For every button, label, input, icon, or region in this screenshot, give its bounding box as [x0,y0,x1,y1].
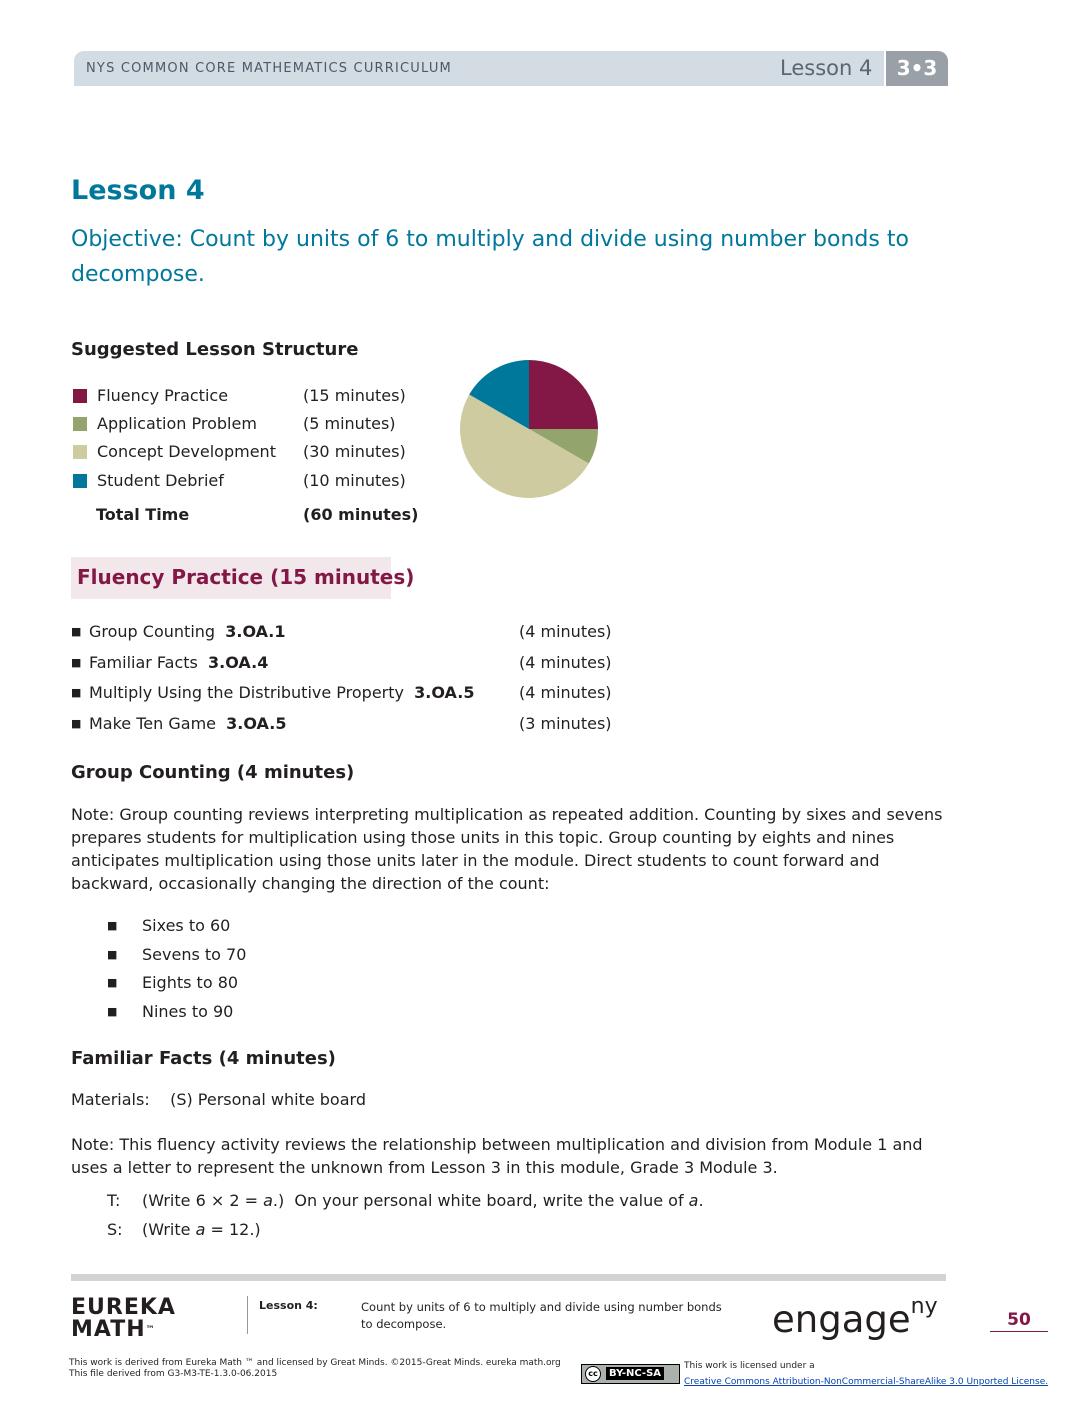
familiar-facts-heading: Familiar Facts (4 minutes) [71,1048,336,1069]
footer-lesson-desc [361,1299,722,1333]
bullet-icon: ■ [107,1005,118,1018]
logo-sup: ny [910,1293,938,1319]
group-counting-note: Note: Group counting reviews interpreting multiplication as repeated addition. Counting by sixes and sevens prepares students for multiplication using those units in this topic. Group counting by eights and nines anticipates multiplication using those units later in the module. Direct students to count forward and backward, occasionally changing the direction of the count: [71,805,943,893]
total-label: Total Time [96,505,190,524]
dialog-seg: (Write 6 × 2 = [142,1191,264,1210]
list-item-text: Sixes to 60 [142,916,231,935]
bullet-icon: ■ [71,686,82,699]
structure-label: Student Debrief [97,471,224,490]
cc-icon: cc [585,1366,601,1382]
fluency-item-time: (4 minutes) [519,683,612,702]
lesson-objective: Objective: Count by units of 6 to multiply and divide using number bonds to decompose. [71,227,909,287]
legend-swatch [73,445,87,459]
desc-line: Count by units of 6 to multiply and divide using number bonds [361,1300,722,1314]
footer-lesson-label: Lesson 4: [259,1299,318,1312]
bullet-icon: ■ [71,717,82,730]
structure-label: Application Problem [97,414,257,433]
grade-module-badge: 3•3 [886,51,948,86]
bullet-icon: ■ [107,919,118,932]
variable: a [195,1220,206,1239]
structure-time: (15 minutes) [303,386,406,405]
engageny-logo [772,1293,938,1341]
fluency-item-standard: 3.OA.5 [414,683,475,702]
derived-notice [69,1358,561,1380]
dialog-line-teacher [107,1191,704,1210]
logo-text: engage [772,1298,911,1341]
footer-divider [247,1296,248,1334]
dialog-text [142,1220,261,1239]
fluency-item-name: Group Counting [89,622,216,641]
structure-time: (5 minutes) [303,414,396,433]
notice-line: This file derived from G3-M3-TE-1.3.0-06.2015 [69,1369,278,1379]
list-item-text: Nines to 90 [142,1002,234,1021]
fluency-item-time: (3 minutes) [519,714,612,733]
legend-swatch [73,389,87,403]
fluency-item-standard: 3.OA.1 [225,622,286,641]
footer-rule [71,1274,946,1281]
structure-time: (30 minutes) [303,442,406,461]
fluency-item-time: (4 minutes) [519,653,612,672]
bullet-icon: ■ [71,656,82,669]
dialog-seg: (Write [142,1220,196,1239]
page-number: 50 [1007,1310,1031,1330]
structure-time: (10 minutes) [303,471,406,490]
pie-slice-fluency-practice [529,360,598,429]
structure-heading: Suggested Lesson Structure [71,339,359,360]
header-lesson: Lesson 4 [780,56,873,80]
list-item-text: Eights to 80 [142,973,239,992]
dialog-line-student [107,1220,261,1239]
dialog-seg: = 12.) [205,1220,261,1239]
license-line: This work is licensed under a [684,1361,815,1371]
fluency-heading: Fluency Practice (15 minutes) [77,565,415,589]
structure-label: Concept Development [97,442,276,461]
fluency-item-name: Make Ten Game [89,714,216,733]
page-number-rule [990,1331,1048,1332]
logo-line: MATH [71,1317,146,1342]
total-time: (60 minutes) [303,505,419,524]
list-item-text: Sevens to 70 [142,945,247,964]
fluency-item-time: (4 minutes) [519,622,612,641]
bullet-icon: ■ [107,948,118,961]
dialog-seg: . [698,1191,704,1210]
license-link[interactable]: Creative Commons Attribution-NonCommercial-ShareAlike 3.0 Unported License. [684,1377,1049,1387]
variable: a [688,1191,699,1210]
fluency-item-name: Multiply Using the Distributive Property [89,683,404,702]
bullet-icon: ■ [71,625,82,638]
cc-license-badge[interactable] [581,1364,680,1384]
fluency-item-standard: 3.OA.5 [226,714,287,733]
legend-swatch [73,474,87,488]
speaker-label: T: [107,1191,121,1210]
speaker-label: S: [107,1220,123,1239]
desc-line: to decompose. [361,1317,447,1331]
bullet-icon: ■ [107,976,118,989]
lesson-structure-pie-chart [458,358,600,500]
familiar-facts-materials: Materials: (S) Personal white board [71,1090,366,1109]
trademark: ™ [145,1325,156,1335]
dialog-text [142,1191,704,1210]
variable: a [263,1191,273,1210]
logo-line: EUREKA [71,1295,176,1320]
notice-line: This work is derived from Eureka Math ™ and licensed by Great Minds. ©2015-Great Minds. eureka math.org [69,1358,561,1368]
structure-label: Fluency Practice [97,386,229,405]
fluency-item-name: Familiar Facts [89,653,198,672]
eureka-math-logo [71,1297,176,1341]
legend-swatch [73,417,87,431]
lesson-title: Lesson 4 [71,175,205,206]
curriculum-label: NYS COMMON CORE MATHEMATICS CURRICULUM [86,61,452,76]
familiar-facts-note: Note: This fluency activity reviews the relationship between multiplication and division from Module 1 and uses a letter to represent the unknown from Lesson 3 in this module, Grade 3 Module 3. [71,1135,923,1177]
license-notice [684,1358,1048,1390]
dialog-seg: .) On your personal white board, write the value of [272,1191,689,1210]
group-counting-heading: Group Counting (4 minutes) [71,762,355,783]
fluency-item-standard: 3.OA.4 [208,653,269,672]
cc-badge-text: BY-NC-SA [606,1367,664,1380]
